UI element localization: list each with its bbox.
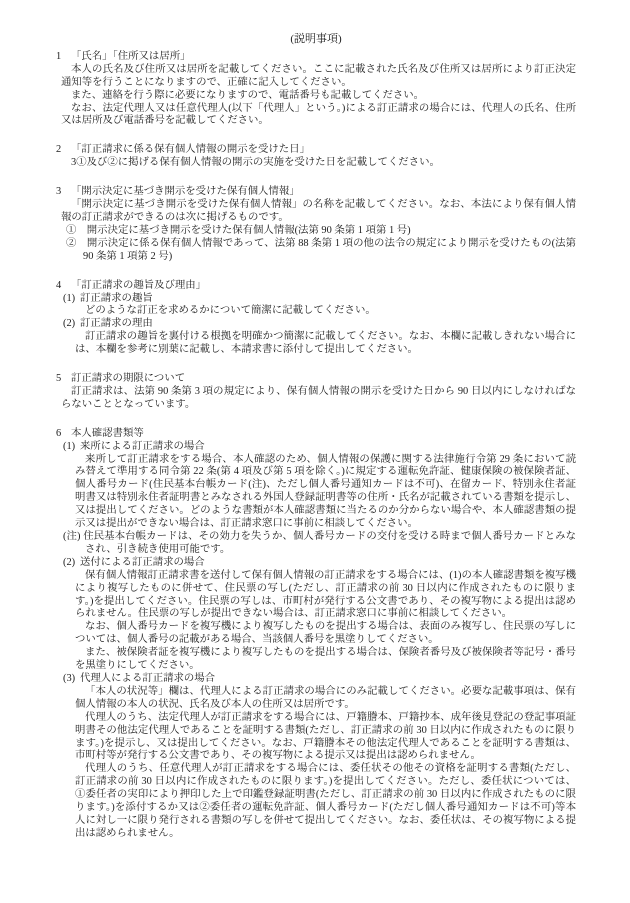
section-heading [56,373,576,386]
section-number: 4 [56,279,62,291]
section-heading [56,280,576,293]
note-paragraph: (注) 住民基本台帳カードは、その効力を失うか、個人番号カードの交付を受ける時まで個人番号カードとみなされ、引き続き使用可能です。 [63,531,576,555]
section-1-name-address [56,51,576,128]
subsection-title: 訂正請求の趣旨 [80,292,153,304]
subsection-label: (3) [63,672,76,684]
subsection-label: (1) [63,440,76,452]
section-6-identity-documents [56,428,576,841]
subsection-heading [63,673,576,686]
subsection-in-person [56,441,576,557]
paragraph: どのような訂正を求めるかについて簡潔に記載してください。 [85,305,376,317]
section-title: 「訂正請求に係る保有個人情報の開示を受けた日」 [71,144,310,156]
section-heading [56,51,576,64]
paragraph: 「開示決定に基づき開示を受けた保有個人情報」の名称を記載してください。なお、本法により保有個人情報の訂正請求ができるのは次に掲げるものです。 [61,199,576,223]
subsection-title: 訂正請求の理由 [80,318,153,330]
subsection-label: (2) [63,318,76,330]
subsection-heading [63,557,576,570]
section-number: 1 [56,50,62,62]
section-5-deadline [56,373,576,412]
section-title: 「開示決定に基づき開示を受けた保有個人情報」 [71,186,300,198]
subsection-title: 代理人による訂正請求の場合 [80,672,216,684]
paragraph: 代理人のうち、任意代理人が訂正請求をする場合には、委任状その他その資格を証明する書類(ただし、訂正請求の前 30 日以内に作成されたものに限ります。)を提出してください。ただし、委任状については、①委任者の実印により押印した上で印鑑登録証明書(ただし、訂正請求の前 30 日以内に作成されたものに限ります。)を添付するか又は②委任者の運転免許証、個人番号カード(ただし個人番号通知カードは不可)等本人に対し一に限り発行される書類の写しを併せて提出してください。なお、委任状は、その複写物による提出は認められません。 [75,763,576,839]
paragraph: 代理人のうち、法定代理人が訂正請求をする場合には、戸籍謄本、戸籍抄本、成年後見登記の登記事項証明書その他法定代理人であることを証明する書類(ただし、訂正請求の前 30 日以内に作成されたものに限ります。)を提示し、又は提出してください。なお、戸籍謄本その他法定代理人であることを証明する書類は、市町村等が発行する公文書であり、その複写物による提示又は提出は認められません。 [75,711,576,762]
section-number: 6 [56,427,62,439]
section-title: 「訂正請求の趣旨及び理由」 [71,279,207,291]
subsection-label: (2) [63,556,76,568]
section-title: 訂正請求の期限について [71,373,186,385]
paragraph: 3①及び②に掲げる保有個人情報の開示の実施を受けた日を記載してください。 [71,157,440,169]
section-heading [56,144,576,157]
section-2-disclosure-date [56,144,576,170]
paragraph: また、被保険者証を複写機により複写したものを提出する場合は、保険者番号及び被保険者等記号・番号を黒塗りにしてください。 [75,647,576,672]
paragraph: なお、法定代理人又は任意代理人(以下「代理人」という。)による訂正請求の場合には、代理人の氏名、住所又は居所及び電話番号を記載してください。 [61,102,576,127]
subsection-1 [56,293,576,319]
subsection-title: 送付による訂正請求の場合 [80,556,205,568]
list-item-circled-2: ② 開示決定に係る保有個人情報であって、法第 88 条第 1 項の他の法令の規定により開示を受けたもの(法第 90 条第 1 項第 2 号) [66,237,576,262]
paragraph: 「本人の状況等」欄は、代理人による訂正請求の場合にのみ記載してください。必要な記載事項は、保有個人情報の本人の状況、氏名及び本人の住所又は居所です。 [75,685,576,710]
paragraph: 訂正請求の趣旨を裏付ける根拠を明確かつ簡潔に記載してください。なお、本欄に記載しきれない場合には、本欄を参考に別葉に記載し、本請求書に添付して提出してください。 [75,331,576,356]
paragraph: 来所して訂正請求をする場合、本人確認のため、個人情報の保護に関する法律施行令第 29 条において読み替えて準用する同令第 22 条(第 4 項及び第 5 項を除く。)に規定する運転免許証、健康保険の被保険者証、個人番号カード(住民基本台帳カード(注)、ただし個人番号通知カードは不可)、在留カード、特別永住者証明書又は特別永住者証明書とみなされる外国人登録証明書等の住所・氏名が記載されている書類を提示し、又は提出してください。どのような書類が本人確認書類に当たるのか分からない場合や、本人確認書類の提示又は提出ができない場合は、訂正請求窓口に事前に相談してください。 [75,453,576,530]
paragraph: 本人の氏名及び住所又は居所を記載してください。ここに記載された氏名及び住所又は居所により訂正決定通知等を行うことになりますので、正確に記入してください。 [61,63,576,88]
subsection-label: (1) [63,292,76,304]
subsection-by-mail [56,557,576,673]
section-3-disclosed-information [56,186,576,263]
section-title: 「氏名」「住所又は居所」 [71,50,191,62]
subsection-heading [63,318,576,331]
subsection-by-agent [56,673,576,841]
subsection-title: 来所による訂正請求の場合 [80,440,205,452]
section-number: 5 [56,373,62,385]
section-title: 本人確認書類等 [71,427,144,439]
subsection-heading [63,441,576,454]
page-title: (説明事項) [290,33,342,45]
paragraph: 訂正請求は、法第 90 条第 3 項の規定により、保有個人情報の開示を受けた日から 90 日以内にしなければならないこととなっています。 [61,385,576,410]
section-number: 3 [56,186,62,198]
paragraph: なお、個人番号カードを複写機により複写したものを提出する場合は、表面のみ複写し、住民票の写しについては、個人番号の記載がある場合、当該個人番号を黒塗りしてください。 [75,621,576,646]
section-heading [56,428,576,441]
section-4-purpose-and-reason [56,280,576,357]
paragraph: また、連絡を行う際に必要になりますので、電話番号も記載してください。 [71,89,425,101]
paragraph: 保有個人情報訂正請求書を送付して保有個人情報の訂正請求をする場合には、(1)の本人確認書類を複写機により複写したものに併せて、住民票の写し(ただし、訂正請求の前 30 日以内に作成されたものに限ります。)を提出してください。住民票の写しは、市町村が発行する公文書であり、その複写物による提出は認められません。住民票の写しが提出できない場合は、訂正請求窓口に事前に相談してください。 [75,569,576,620]
section-heading [56,186,576,199]
list-item-circled-1: ① 開示決定に基づき開示を受けた保有個人情報(法第 90 条第 1 項第 1 号) [66,224,411,236]
subsection-heading [63,293,576,306]
subsection-2 [56,318,576,357]
section-number: 2 [56,144,62,156]
